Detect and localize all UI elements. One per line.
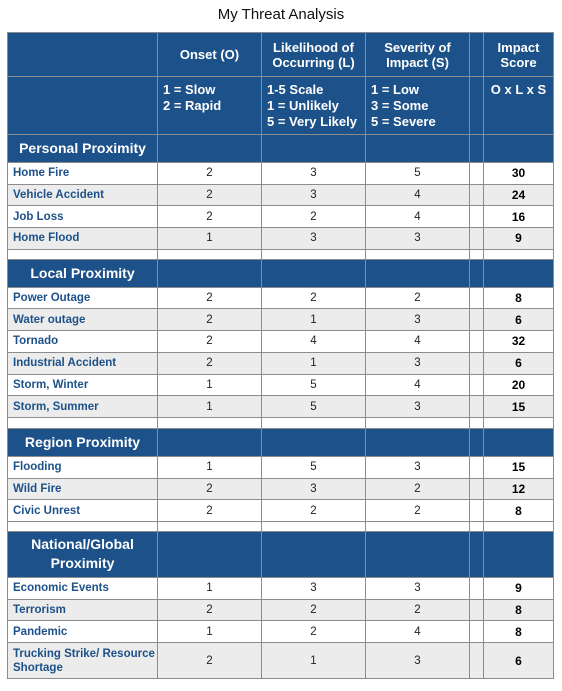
impact-score: 32 xyxy=(484,331,554,353)
section-header-row xyxy=(8,259,554,287)
column-header-row xyxy=(8,33,554,77)
header-corner xyxy=(8,33,158,77)
threat-name: Terrorism xyxy=(8,599,158,621)
threat-name: Power Outage xyxy=(8,287,158,309)
onset-value: 2 xyxy=(158,352,262,374)
impact-score: 8 xyxy=(484,621,554,643)
severity-value: 3 xyxy=(366,577,470,599)
row-gap-cell xyxy=(470,456,484,478)
impact-score: 9 xyxy=(484,228,554,250)
onset-value: 2 xyxy=(158,287,262,309)
threat-name: Wild Fire xyxy=(8,478,158,500)
table-row xyxy=(8,228,554,250)
spacer-cell xyxy=(470,521,484,531)
onset-value: 1 xyxy=(158,396,262,418)
section-title: Region Proximity xyxy=(8,428,158,456)
onset-value: 2 xyxy=(158,163,262,185)
threat-name: Tornado xyxy=(8,331,158,353)
likelihood-value: 3 xyxy=(262,228,366,250)
impact-score: 6 xyxy=(484,352,554,374)
row-gap-cell xyxy=(470,287,484,309)
impact-score: 24 xyxy=(484,184,554,206)
column-header-impact: Impact Score xyxy=(484,33,554,77)
severity-value: 4 xyxy=(366,206,470,228)
likelihood-value: 5 xyxy=(262,456,366,478)
spacer-cell xyxy=(8,249,158,259)
legend-likelihood-line: 1 = Unlikely xyxy=(267,98,339,113)
impact-score: 9 xyxy=(484,577,554,599)
section-cell-impact xyxy=(484,531,554,577)
row-gap-cell xyxy=(470,206,484,228)
spacer-cell xyxy=(470,417,484,428)
section-cell-onset xyxy=(158,135,262,163)
impact-score: 12 xyxy=(484,478,554,500)
table-row xyxy=(8,309,554,331)
section-cell-impact xyxy=(484,428,554,456)
likelihood-value: 3 xyxy=(262,163,366,185)
legend-onset xyxy=(158,77,262,135)
table-row xyxy=(8,331,554,353)
spacer-cell xyxy=(158,417,262,428)
threat-name: Civic Unrest xyxy=(8,500,158,522)
section-cell-onset xyxy=(158,428,262,456)
row-gap-cell xyxy=(470,599,484,621)
row-gap-cell xyxy=(470,577,484,599)
likelihood-value: 1 xyxy=(262,643,366,679)
legend-row xyxy=(8,77,554,135)
onset-value: 2 xyxy=(158,184,262,206)
section-title: Local Proximity xyxy=(8,259,158,287)
legend-onset-line: 1 = Slow xyxy=(163,82,216,97)
section-cell-gap xyxy=(470,531,484,577)
table-row xyxy=(8,184,554,206)
table-row xyxy=(8,621,554,643)
section-cell-impact xyxy=(484,135,554,163)
legend-severity-line: 3 = Some xyxy=(371,98,429,113)
spacer-cell xyxy=(366,521,470,531)
onset-value: 2 xyxy=(158,500,262,522)
likelihood-value: 2 xyxy=(262,287,366,309)
severity-value: 2 xyxy=(366,478,470,500)
likelihood-value: 2 xyxy=(262,621,366,643)
likelihood-value: 2 xyxy=(262,206,366,228)
table-row xyxy=(8,500,554,522)
row-gap-cell xyxy=(470,396,484,418)
onset-value: 2 xyxy=(158,599,262,621)
threat-name: Home Fire xyxy=(8,163,158,185)
threat-name: Trucking Strike/ Resource Shortage xyxy=(8,643,158,679)
row-gap-cell xyxy=(470,163,484,185)
spacer-cell xyxy=(366,417,470,428)
severity-value: 3 xyxy=(366,643,470,679)
section-spacer-row xyxy=(8,417,554,428)
spacer-cell xyxy=(470,249,484,259)
table-row xyxy=(8,577,554,599)
table-row xyxy=(8,396,554,418)
likelihood-value: 3 xyxy=(262,478,366,500)
section-spacer-row xyxy=(8,521,554,531)
section-cell-likelihood xyxy=(262,428,366,456)
section-header-row xyxy=(8,531,554,577)
table-row xyxy=(8,206,554,228)
onset-value: 1 xyxy=(158,456,262,478)
legend-severity-line: 1 = Low xyxy=(371,82,420,97)
legend-likelihood xyxy=(262,77,366,135)
onset-value: 2 xyxy=(158,331,262,353)
page-title: My Threat Analysis xyxy=(217,6,345,23)
likelihood-value: 5 xyxy=(262,396,366,418)
section-cell-severity xyxy=(366,135,470,163)
severity-value: 3 xyxy=(366,396,470,418)
row-gap-cell xyxy=(470,621,484,643)
section-cell-likelihood xyxy=(262,259,366,287)
section-title: National/Global Proximity xyxy=(8,531,158,577)
severity-value: 3 xyxy=(366,228,470,250)
section-cell-severity xyxy=(366,531,470,577)
spacer-cell xyxy=(484,249,554,259)
row-gap-cell xyxy=(470,478,484,500)
severity-value: 4 xyxy=(366,331,470,353)
threat-name: Vehicle Accident xyxy=(8,184,158,206)
severity-value: 3 xyxy=(366,352,470,374)
legend-onset-line: 2 = Rapid xyxy=(163,98,222,113)
section-cell-severity xyxy=(366,259,470,287)
likelihood-value: 3 xyxy=(262,577,366,599)
legend-corner xyxy=(8,77,158,135)
threat-name: Industrial Accident xyxy=(8,352,158,374)
spacer-cell xyxy=(262,249,366,259)
threat-name: Storm, Summer xyxy=(8,396,158,418)
table-row xyxy=(8,287,554,309)
likelihood-value: 4 xyxy=(262,331,366,353)
impact-score: 20 xyxy=(484,374,554,396)
section-cell-likelihood xyxy=(262,531,366,577)
table-row xyxy=(8,599,554,621)
table-row xyxy=(8,643,554,679)
spacer-cell xyxy=(158,249,262,259)
spacer-cell xyxy=(8,521,158,531)
legend-likelihood-line: 1-5 Scale xyxy=(267,82,324,97)
likelihood-value: 2 xyxy=(262,599,366,621)
threat-name: Home Flood xyxy=(8,228,158,250)
section-cell-gap xyxy=(470,428,484,456)
column-header-onset: Onset (O) xyxy=(158,33,262,77)
section-header-row xyxy=(8,428,554,456)
severity-value: 5 xyxy=(366,163,470,185)
threat-name: Storm, Winter xyxy=(8,374,158,396)
section-cell-onset xyxy=(158,531,262,577)
severity-value: 4 xyxy=(366,184,470,206)
threat-name: Water outage xyxy=(8,309,158,331)
threat-name: Pandemic xyxy=(8,621,158,643)
section-spacer-row xyxy=(8,249,554,259)
legend-severity xyxy=(366,77,470,135)
impact-score: 30 xyxy=(484,163,554,185)
severity-value: 3 xyxy=(366,309,470,331)
threat-table xyxy=(7,32,554,679)
table-row xyxy=(8,352,554,374)
onset-value: 1 xyxy=(158,621,262,643)
section-cell-impact xyxy=(484,259,554,287)
impact-score: 16 xyxy=(484,206,554,228)
spacer-cell xyxy=(262,417,366,428)
threat-name: Job Loss xyxy=(8,206,158,228)
row-gap-cell xyxy=(470,184,484,206)
section-header-row xyxy=(8,135,554,163)
onset-value: 1 xyxy=(158,228,262,250)
likelihood-value: 3 xyxy=(262,184,366,206)
table-row xyxy=(8,163,554,185)
impact-score: 6 xyxy=(484,309,554,331)
row-gap-cell xyxy=(470,374,484,396)
table-row xyxy=(8,374,554,396)
onset-value: 2 xyxy=(158,206,262,228)
spacer-cell xyxy=(484,417,554,428)
onset-value: 2 xyxy=(158,309,262,331)
legend-likelihood-line: 5 = Very Likely xyxy=(267,114,357,129)
threat-name: Economic Events xyxy=(8,577,158,599)
legend-gap xyxy=(470,77,484,135)
spacer-cell xyxy=(262,521,366,531)
column-header-likelihood: Likelihood of Occurring (L) xyxy=(262,33,366,77)
impact-score: 8 xyxy=(484,599,554,621)
row-gap-cell xyxy=(470,500,484,522)
impact-score: 8 xyxy=(484,500,554,522)
legend-impact xyxy=(484,77,554,135)
row-gap-cell xyxy=(470,352,484,374)
legend-severity-line: 5 = Severe xyxy=(371,114,436,129)
column-header-severity: Severity of Impact (S) xyxy=(366,33,470,77)
row-gap-cell xyxy=(470,331,484,353)
spacer-cell xyxy=(484,521,554,531)
severity-value: 4 xyxy=(366,374,470,396)
spacer-cell xyxy=(366,249,470,259)
section-cell-onset xyxy=(158,259,262,287)
section-cell-gap xyxy=(470,135,484,163)
likelihood-value: 2 xyxy=(262,500,366,522)
table-row xyxy=(8,478,554,500)
severity-value: 2 xyxy=(366,500,470,522)
row-gap-cell xyxy=(470,309,484,331)
impact-score: 6 xyxy=(484,643,554,679)
section-cell-gap xyxy=(470,259,484,287)
section-cell-severity xyxy=(366,428,470,456)
impact-score: 15 xyxy=(484,396,554,418)
severity-value: 3 xyxy=(366,456,470,478)
likelihood-value: 1 xyxy=(262,352,366,374)
likelihood-value: 1 xyxy=(262,309,366,331)
impact-score: 8 xyxy=(484,287,554,309)
onset-value: 2 xyxy=(158,643,262,679)
impact-score: 15 xyxy=(484,456,554,478)
severity-value: 2 xyxy=(366,287,470,309)
threat-name: Flooding xyxy=(8,456,158,478)
onset-value: 1 xyxy=(158,577,262,599)
legend-impact-line: O x L x S xyxy=(490,82,547,97)
section-title: Personal Proximity xyxy=(8,135,158,163)
severity-value: 2 xyxy=(366,599,470,621)
header-gap xyxy=(470,33,484,77)
onset-value: 2 xyxy=(158,478,262,500)
row-gap-cell xyxy=(470,228,484,250)
table-row xyxy=(8,456,554,478)
severity-value: 4 xyxy=(366,621,470,643)
likelihood-value: 5 xyxy=(262,374,366,396)
spacer-cell xyxy=(158,521,262,531)
section-cell-likelihood xyxy=(262,135,366,163)
spacer-cell xyxy=(8,417,158,428)
onset-value: 1 xyxy=(158,374,262,396)
row-gap-cell xyxy=(470,643,484,679)
